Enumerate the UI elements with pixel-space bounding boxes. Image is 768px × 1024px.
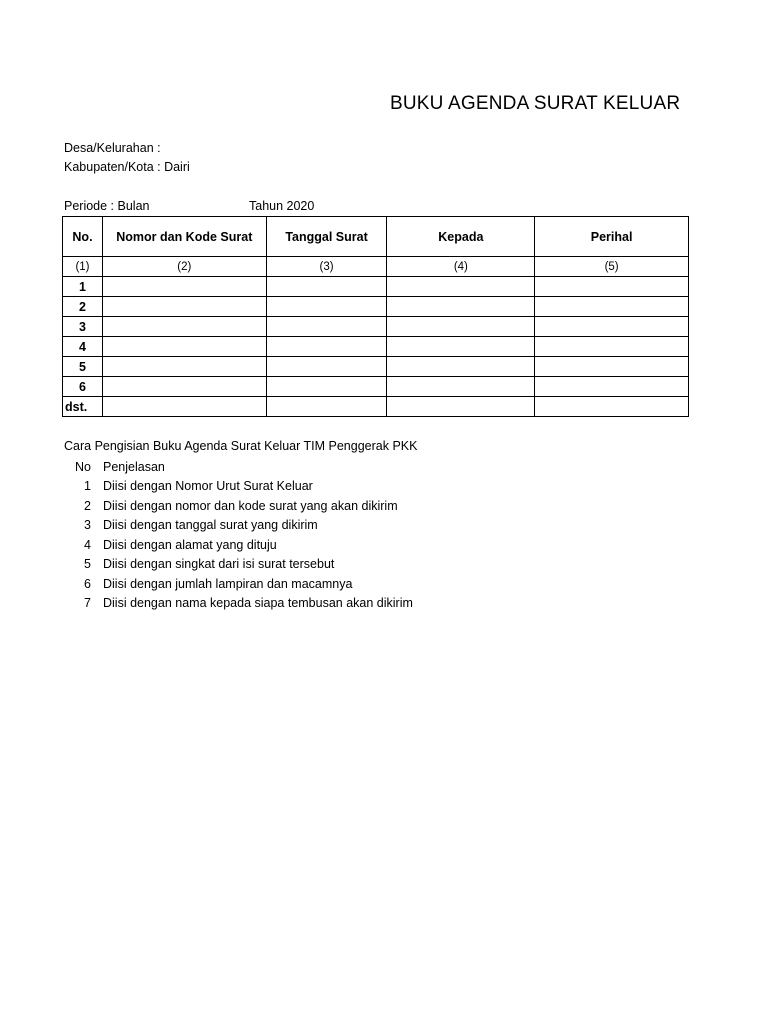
cell-perihal[interactable] [535,377,689,397]
cell-tanggal[interactable] [266,317,387,337]
guide-item-text: Diisi dengan nama kepada siapa tembusan akan dikirim [103,596,413,611]
row-number: 5 [63,357,103,377]
row-number: 6 [63,377,103,397]
guide-header-no: No [75,459,91,474]
cell-perihal[interactable] [535,397,689,417]
table-row [63,297,689,317]
row-number: 1 [63,277,103,297]
guide-item-no: 7 [84,596,91,611]
guide-item-text: Diisi dengan singkat dari isi surat tersebut [103,557,335,572]
column-number-row [63,257,689,277]
guide-item-no: 2 [84,498,91,513]
kabupaten-label: Kabupaten/Kota : Dairi [64,160,190,174]
cell-tanggal[interactable] [266,337,387,357]
header-kepada: Kepada [387,217,535,257]
cell-perihal[interactable] [535,317,689,337]
table-row [63,377,689,397]
table-row [63,317,689,337]
cell-tanggal[interactable] [266,297,387,317]
header-tanggal: Tanggal Surat [266,217,387,257]
guide-item-text: Diisi dengan tanggal surat yang dikirim [103,518,318,533]
list-item [64,555,484,575]
cell-nomor-kode[interactable] [102,317,266,337]
row-number: dst. [63,397,103,417]
header-perihal: Perihal [535,217,689,257]
cell-kepada[interactable] [387,297,535,317]
cell-tanggal[interactable] [266,377,387,397]
header-nomor-kode: Nomor dan Kode Surat [102,217,266,257]
table-row [63,277,689,297]
list-item [64,594,484,614]
guide-item-no: 4 [84,537,91,552]
guide-header-text: Penjelasan [103,459,165,474]
list-item [64,574,484,594]
cell-kepada[interactable] [387,397,535,417]
cell-perihal[interactable] [535,337,689,357]
page-title: BUKU AGENDA SURAT KELUAR [390,93,681,114]
guide-title: Cara Pengisian Buku Agenda Surat Keluar TIM Penggerak PKK [64,439,418,453]
cell-kepada[interactable] [387,357,535,377]
cell-kepada[interactable] [387,317,535,337]
periode-label: Periode : Bulan [64,199,150,213]
list-item [64,496,484,516]
cell-nomor-kode[interactable] [102,377,266,397]
cell-nomor-kode[interactable] [102,357,266,377]
cell-tanggal[interactable] [266,277,387,297]
row-number: 3 [63,317,103,337]
list-item [64,477,484,497]
cell-perihal[interactable] [535,277,689,297]
guide-item-no: 3 [84,518,91,533]
cell-kepada[interactable] [387,337,535,357]
cell-kepada[interactable] [387,277,535,297]
row-number: 2 [63,297,103,317]
cell-nomor-kode[interactable] [102,297,266,317]
table-header-row [63,217,689,257]
guide-header-row [64,457,484,477]
row-number: 4 [63,337,103,357]
cell-nomor-kode[interactable] [102,277,266,297]
column-number: (1) [63,257,103,277]
guide-item-text: Diisi dengan alamat yang dituju [103,537,277,552]
column-number: (3) [266,257,387,277]
cell-nomor-kode[interactable] [102,337,266,357]
cell-perihal[interactable] [535,357,689,377]
column-number: (5) [535,257,689,277]
cell-perihal[interactable] [535,297,689,317]
guide-item-text: Diisi dengan nomor dan kode surat yang akan dikirim [103,498,398,513]
list-item [64,535,484,555]
guide-item-no: 6 [84,576,91,591]
agenda-table [62,216,689,417]
header-no: No. [63,217,103,257]
tahun-label: Tahun 2020 [249,199,315,213]
guide-item-no: 1 [84,479,91,494]
cell-tanggal[interactable] [266,397,387,417]
guide-item-text: Diisi dengan Nomor Urut Surat Keluar [103,479,313,494]
desa-label: Desa/Kelurahan : [64,141,161,155]
guide-item-no: 5 [84,557,91,572]
cell-kepada[interactable] [387,377,535,397]
column-number: (2) [102,257,266,277]
column-number: (4) [387,257,535,277]
table-row [63,337,689,357]
table-row [63,357,689,377]
guide-item-text: Diisi dengan jumlah lampiran dan macamnya [103,576,353,591]
cell-tanggal[interactable] [266,357,387,377]
table-row [63,397,689,417]
list-item [64,516,484,536]
guide-list [64,457,484,613]
cell-nomor-kode[interactable] [102,397,266,417]
